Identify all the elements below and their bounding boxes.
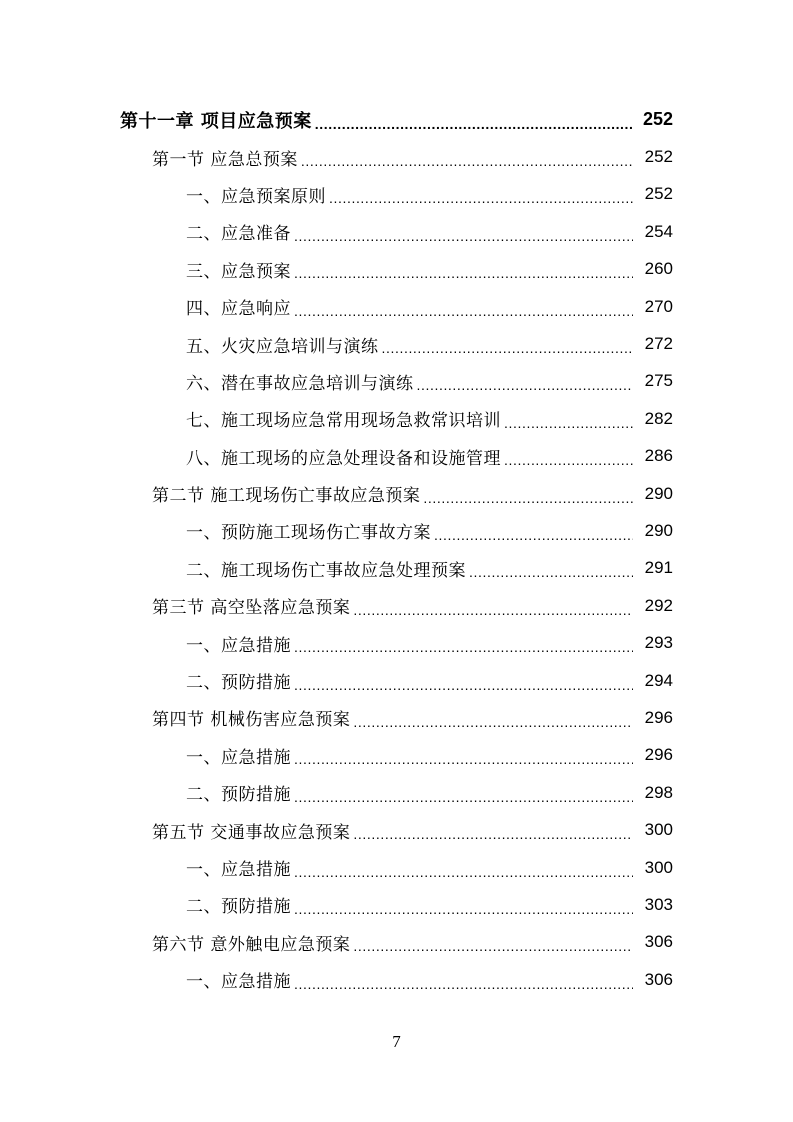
toc-dot-leader [353,828,633,840]
toc-entry-title: 七、施工现场应急常用现场急救常识培训 [186,411,501,432]
toc-entry-title: 第五节 交通事故应急预案 [152,822,351,843]
toc-entry-page-number: 275 [644,371,673,391]
toc-entry-title: 二、预防措施 [186,897,291,918]
toc-subsection-entry[interactable] [0,662,793,699]
toc-entry-page-number: 272 [644,334,673,354]
toc-entry-title: 四、应急响应 [186,299,291,320]
toc-subsection-entry[interactable] [0,176,793,213]
toc-section-entry[interactable] [0,138,793,175]
toc-entry-page-number: 286 [644,446,673,466]
toc-entry-title: 二、预防措施 [186,785,291,806]
toc-section-entry[interactable] [0,587,793,624]
toc-entry-page-number: 306 [644,969,673,989]
toc-entry-page-number: 294 [644,670,673,690]
toc-section-entry[interactable] [0,924,793,961]
toc-subsection-entry[interactable] [0,288,793,325]
toc-entry-page-number: 290 [644,483,673,503]
toc-entry-page-number: 291 [644,558,673,578]
toc-entry-title: 一、应急措施 [186,635,291,656]
toc-entry-title: 五、火灾应急培训与演练 [186,336,379,357]
toc-subsection-entry[interactable] [0,624,793,661]
toc-entry-title: 第三节 高空坠落应急预案 [152,598,351,619]
toc-entry-page-number: 298 [644,782,673,802]
toc-dot-leader [353,716,633,728]
toc-dot-leader [329,192,633,204]
toc-dot-leader [382,342,634,354]
toc-entry-page-number: 300 [644,820,673,840]
toc-dot-leader [294,866,633,878]
toc-dot-leader [504,417,633,429]
toc-subsection-entry[interactable] [0,400,793,437]
toc-entry-page-number: 292 [644,595,673,615]
toc-subsection-entry[interactable] [0,886,793,923]
toc-subsection-entry[interactable] [0,251,793,288]
toc-entry-title: 二、应急准备 [186,224,291,245]
toc-entry-page-number: 282 [644,408,673,428]
page-number: 7 [392,1032,401,1051]
toc-entry-title: 第四节 机械伤害应急预案 [152,710,351,731]
toc-dot-leader [294,230,633,242]
toc-subsection-entry[interactable] [0,438,793,475]
toc-entry-title: 第二节 施工现场伤亡事故应急预案 [152,486,421,507]
toc-entry-title: 一、应急措施 [186,972,291,993]
toc-subsection-entry[interactable] [0,737,793,774]
toc-entry-page-number: 296 [644,745,673,765]
toc-entry-title: 第一节 应急总预案 [152,149,298,170]
toc-dot-leader [504,454,633,466]
toc-dot-leader [469,566,633,578]
toc-entry-page-number: 252 [644,147,673,167]
toc-dot-leader [294,978,633,990]
toc-subsection-entry[interactable] [0,550,793,587]
toc-section-entry[interactable] [0,475,793,512]
toc-section-entry[interactable] [0,811,793,848]
toc-entry-page-number: 293 [644,633,673,653]
toc-dot-leader [423,492,633,504]
table-of-contents [0,101,793,998]
toc-entry-title: 第十一章 项目应急预案 [120,110,312,132]
toc-entry-page-number: 270 [644,296,673,316]
toc-subsection-entry[interactable] [0,961,793,998]
toc-entry-title: 六、潜在事故应急培训与演练 [186,373,414,394]
toc-dot-leader [417,379,634,391]
toc-entry-page-number: 252 [642,109,673,130]
toc-entry-page-number: 296 [644,707,673,727]
toc-subsection-entry[interactable] [0,512,793,549]
toc-entry-title: 一、应急措施 [186,747,291,768]
toc-dot-leader [294,305,633,317]
toc-dot-leader [294,791,633,803]
toc-dot-leader [294,903,633,915]
toc-dot-leader [315,118,633,130]
toc-entry-title: 三、应急预案 [186,261,291,282]
toc-entry-title: 二、施工现场伤亡事故应急处理预案 [186,560,466,581]
toc-dot-leader [353,604,633,616]
toc-entry-page-number: 303 [644,894,673,914]
toc-entry-title: 二、预防措施 [186,673,291,694]
toc-entry-page-number: 300 [644,857,673,877]
toc-dot-leader [294,641,633,653]
toc-entry-title: 八、施工现场的应急处理设备和设施管理 [186,448,501,469]
toc-dot-leader [301,155,633,167]
toc-entry-page-number: 260 [644,259,673,279]
toc-subsection-entry[interactable] [0,325,793,362]
toc-subsection-entry[interactable] [0,849,793,886]
toc-dot-leader [294,267,633,279]
toc-entry-page-number: 290 [644,520,673,540]
toc-dot-leader [353,940,633,952]
toc-dot-leader [294,679,633,691]
toc-entry-title: 一、预防施工现场伤亡事故方案 [186,523,431,544]
toc-section-entry[interactable] [0,699,793,736]
toc-subsection-entry[interactable] [0,213,793,250]
toc-dot-leader [294,753,633,765]
toc-entry-page-number: 252 [644,184,673,204]
toc-entry-title: 第六节 意外触电应急预案 [152,934,351,955]
toc-subsection-entry[interactable] [0,363,793,400]
toc-entry-title: 一、应急预案原则 [186,186,326,207]
toc-dot-leader [434,529,633,541]
toc-subsection-entry[interactable] [0,774,793,811]
toc-entry-page-number: 254 [644,221,673,241]
toc-entry-title: 一、应急措施 [186,860,291,880]
toc-entry-page-number: 306 [644,932,673,952]
toc-chapter-entry[interactable] [0,101,793,138]
